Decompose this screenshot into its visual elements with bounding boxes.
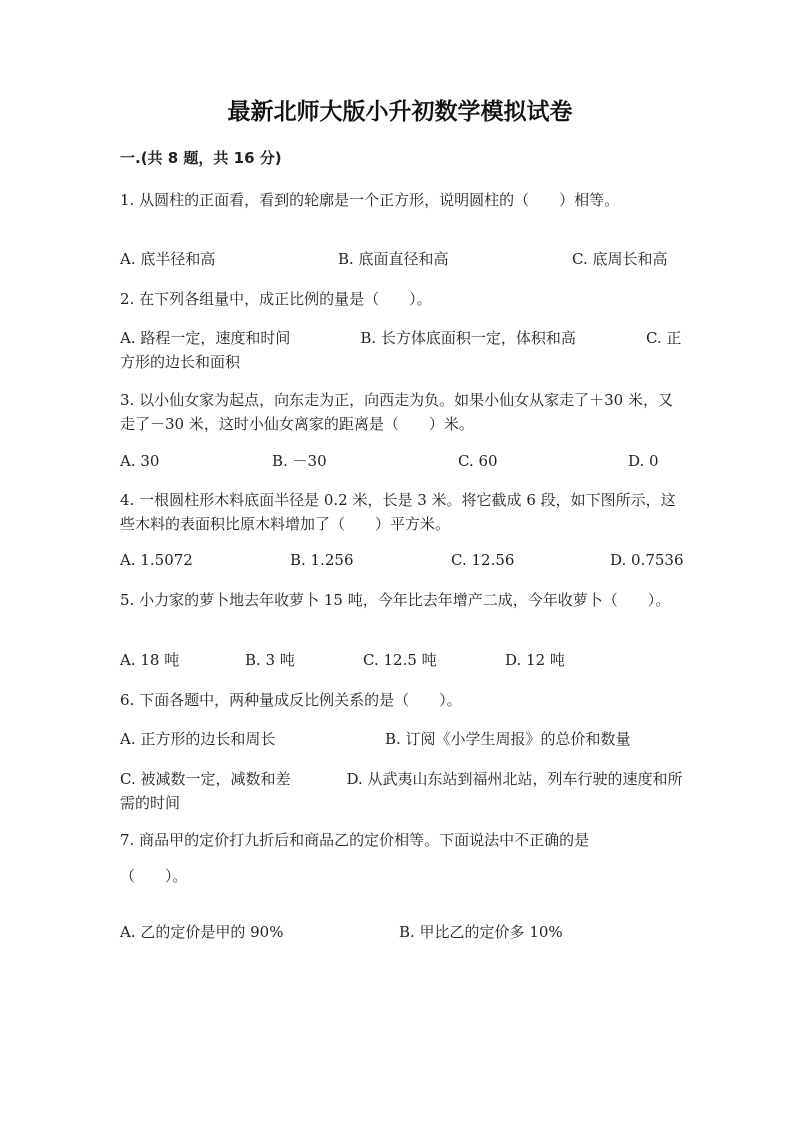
question-6-options-cd [120, 767, 685, 815]
question-5-option-a[interactable]: A. 18 吨 [120, 651, 180, 669]
question-4-stem: 4. 一根圆柱形木料底面半径是 0.2 米，长是 3 米。将它截成 6 段，如下图所示，这些木料的表面积比原木料增加了（ ）平方米。 [120, 491, 676, 533]
question-7-stem-cont: （ ）。 [120, 867, 188, 885]
question-3-option-d[interactable]: D. 0 [628, 452, 659, 470]
question-3-option-c[interactable]: C. 60 [458, 452, 498, 470]
question-6-option-b[interactable]: B. 订阅《小学生周报》的总价和数量 [385, 730, 631, 748]
question-3-option-b[interactable]: B. －30 [272, 452, 327, 470]
section-heading: 一.(共 8 题，共 16 分) [120, 149, 282, 167]
question-3-stem: 3. 以小仙女家为起点，向东走为正，向西走为负。如果小仙女从家走了＋30 米，又走了－30 米，这时小仙女离家的距离是（ ）米。 [120, 391, 673, 433]
question-6-option-a[interactable]: A. 正方形的边长和周长 [120, 730, 276, 748]
question-2-option-a[interactable]: A. 路程一定，速度和时间 [120, 329, 291, 347]
question-4-option-c[interactable]: C. 12.56 [451, 551, 515, 569]
question-1-stem: 1. 从圆柱的正面看，看到的轮廓是一个正方形，说明圆柱的（ ）相等。 [120, 191, 620, 209]
question-4-option-b[interactable]: B. 1.256 [290, 551, 354, 569]
question-4-option-a[interactable]: A. 1.5072 [120, 551, 193, 569]
question-7-option-a[interactable]: A. 乙的定价是甲的 90% [120, 923, 284, 941]
question-1-option-c[interactable]: C. 底周长和高 [572, 250, 668, 268]
question-6-option-c[interactable]: C. 被减数一定，减数和差 [120, 770, 291, 788]
question-2-option-c[interactable]: C. 正方形的边长和面积 [120, 329, 682, 371]
question-2-stem: 2. 在下列各组量中，成正比例的量是（ ）。 [120, 290, 432, 308]
question-7-stem: 7. 商品甲的定价打九折后和商品乙的定价相等。下面说法中不正确的是 [120, 831, 590, 849]
question-7-option-b[interactable]: B. 甲比乙的定价多 10% [399, 923, 563, 941]
question-5-option-d[interactable]: D. 12 吨 [505, 651, 565, 669]
question-2-options [120, 326, 685, 374]
question-5-option-c[interactable]: C. 12.5 吨 [363, 651, 437, 669]
page-title: 最新北师大版小升初数学模拟试卷 [227, 99, 573, 125]
question-5-option-b[interactable]: B. 3 吨 [245, 651, 295, 669]
question-2-option-b[interactable]: B. 长方体底面积一定，体积和高 [360, 329, 576, 347]
question-1-option-b[interactable]: B. 底面直径和高 [338, 250, 449, 268]
question-5-stem: 5. 小力家的萝卜地去年收萝卜 15 吨，今年比去年增产二成，今年收萝卜（ ）。 [120, 591, 671, 609]
question-6-stem: 6. 下面各题中，两种量成反比例关系的是（ ）。 [120, 691, 462, 709]
question-4-option-d[interactable]: D. 0.7536 [610, 551, 684, 569]
question-1-option-a[interactable]: A. 底半径和高 [120, 250, 216, 268]
question-6-option-d[interactable]: D. 从武夷山东站到福州北站，列车行驶的速度和所需的时间 [120, 770, 683, 812]
question-3-option-a[interactable]: A. 30 [120, 452, 160, 470]
